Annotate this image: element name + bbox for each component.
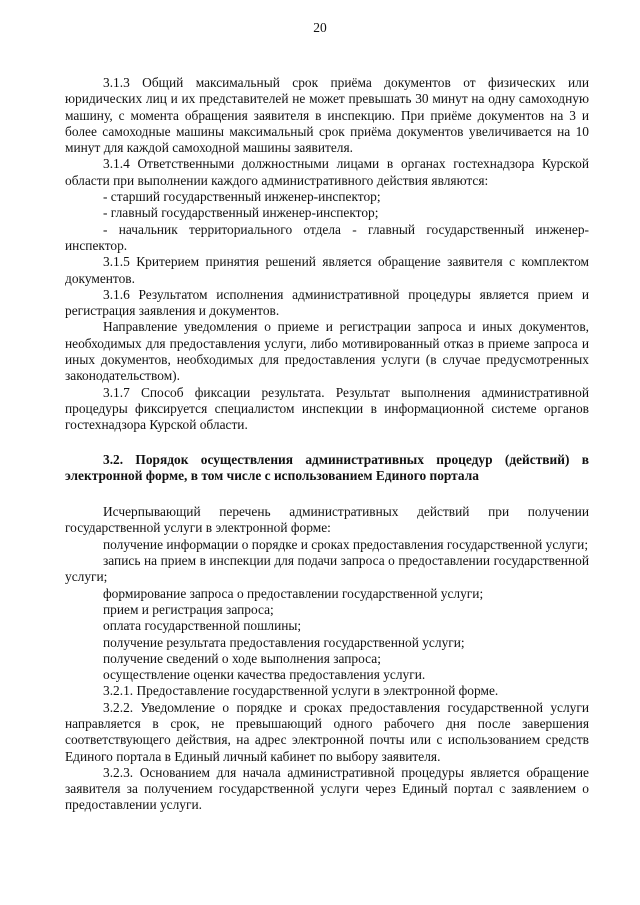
list-item: получение результата предоставления государственной услуги;	[103, 634, 465, 650]
list-item: получение сведений о ходе выполнения запроса;	[103, 650, 381, 666]
paragraph-napravlenie: Направление уведомления о приеме и регистрации запроса и иных документов, необходимых для предоставления услуги, либо мотивированный отказ в приеме запроса и иных документов, необходимых для предоставления услуги (в случае предусмотренных законодательством).	[65, 319, 589, 384]
paragraph-3-1-7: 3.1.7 Способ фиксации результата. Результат выполнения административной процедуры фиксируется специалистом инспекции в информационной системе органов гостехнадзора Курской области.	[65, 384, 589, 433]
paragraph-3-1-4: 3.1.4 Ответственными должностными лицами в органах гостехнадзора Курской области при выполнении каждого административного действия являются:	[65, 156, 589, 188]
list-item: - начальник территориального отдела - главный государственный инженер-инспектор.	[65, 221, 589, 253]
spacer	[65, 434, 589, 452]
list-item: формирование запроса о предоставлении государственной услуги;	[103, 585, 484, 601]
paragraph-3-1-5: 3.1.5 Критерием принятия решений является обращение заявителя с комплектом документов.	[65, 254, 589, 286]
paragraph-list-intro: Исчерпывающий перечень административных действий при получении государственной услуги в электронной форме:	[65, 504, 589, 536]
spacer	[65, 484, 589, 504]
paragraph-3-2-1: 3.2.1. Предоставление государственной услуги в электронной форме.	[103, 683, 499, 699]
paragraph-3-2-2: 3.2.2. Уведомление о порядке и сроках предоставления государственной услуги направляется в срок, не превышающий одного рабочего дня после завершения соответствующего действия, на адрес электронной почты или с использованием средств Единого портала в Единый личный кабинет по выбору заявителя.	[65, 699, 589, 764]
list-item: оплата государственной пошлины;	[103, 618, 302, 634]
section-heading-3-2: 3.2. Порядок осуществления административных процедур (действий) в электронной форме, в том числе с использованием Единого портала	[65, 451, 589, 483]
list-item: - главный государственный инженер-инспектор;	[103, 205, 379, 221]
document-body	[65, 75, 589, 814]
list-item: - старший государственный инженер-инспектор;	[103, 189, 381, 205]
list-item: получение информации о порядке и сроках предоставления государственной услуги;	[103, 536, 589, 552]
list-item: прием и регистрация запроса;	[103, 601, 274, 617]
page-number: 20	[313, 20, 327, 35]
list-item: запись на прием в инспекции для подачи запроса о предоставлении государственной услуги;	[65, 553, 589, 585]
paragraph-3-1-6: 3.1.6 Результатом исполнения административной процедуры является прием и регистрация заявления и документов.	[65, 286, 589, 319]
list-item: осуществление оценки качества предоставления услуги.	[103, 667, 426, 683]
paragraph-3-1-3: 3.1.3 Общий максимальный срок приёма документов от физических или юридических лиц и их представителей не может превышать 30 минут на одну самоходную машину, с момента обращения заявителя в инспекцию. При приёме документов на 3 и более самоходные машины максимальный срок приёма документов увеличивается на 10 минут для каждой самоходной машины заявителя.	[65, 75, 589, 156]
paragraph-3-2-3: 3.2.3. Основанием для начала административной процедуры является обращение заявителя за получением государственной услуги через Единый портал с заявлением о предоставлении услуги.	[65, 764, 589, 813]
